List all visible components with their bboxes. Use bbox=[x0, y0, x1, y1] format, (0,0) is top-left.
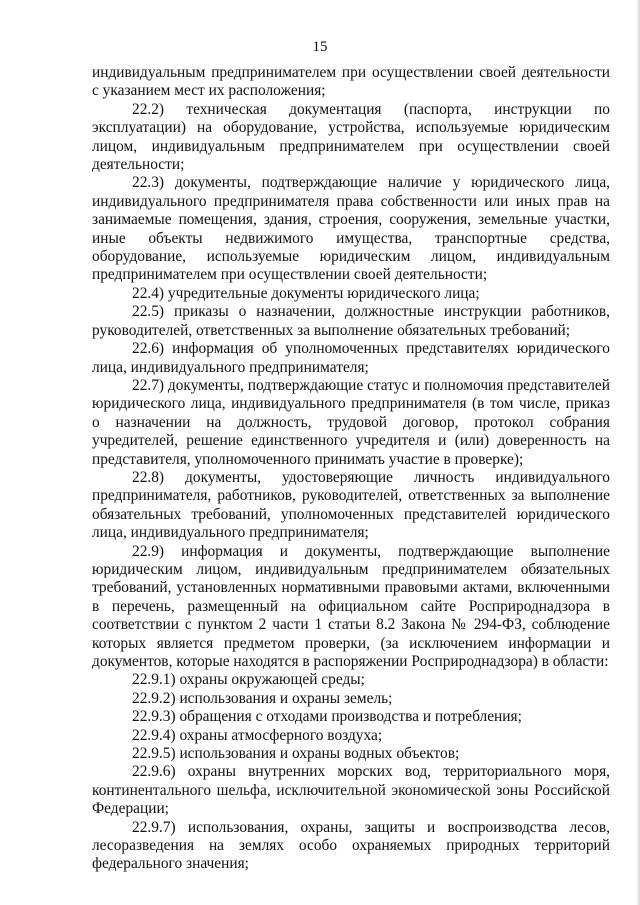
paragraph-22-9-4: 22.9.4) охраны атмосферного воздуха; bbox=[132, 726, 383, 744]
paragraph-22-8: 22.8) документы, удостоверяющие личность индивидуального предпринимателя, работников, руководителей, ответственных за выполнение обязательных требований, уполномоченных представителей юридического лица, индивидуального предпринимателя; bbox=[92, 468, 610, 542]
document-body bbox=[92, 64, 610, 874]
paragraph-22-2: 22.2) техническая документация (паспорта, инструкции по эксплуатации) на оборудование, устройства, используемые юридическим лицом, индивидуальным предпринимателем при осуществлении своей деятельности; bbox=[92, 100, 610, 174]
paragraph-22-9-5: 22.9.5) использования и охраны водных объектов; bbox=[132, 745, 460, 763]
paragraph-22-6: 22.6) информация об уполномоченных представителях юридического лица, индивидуального предпринимателя; bbox=[92, 340, 610, 376]
paragraph-continuation: индивидуальным предпринимателем при осуществлении своей деятельности с указанием мест их расположения; bbox=[92, 64, 610, 100]
paragraph-22-4: 22.4) учредительные документы юридического лица; bbox=[132, 284, 480, 302]
paragraph-22-7: 22.7) документы, подтверждающие статус и полномочия представителей юридического лица, индивидуального предпринимателя (в том числе, приказ о назначении на должность, трудовой договор, протокол собрания учредителей, решение единственного учредителя и (или) доверенность на представителя, уполномоченного принимать участие в проверке); bbox=[92, 376, 610, 468]
paragraph-22-9-3: 22.9.3) обращения с отходами производства и потребления; bbox=[132, 708, 522, 726]
paragraph-22-3: 22.3) документы, подтверждающие наличие у юридического лица, индивидуального предпринимателя права собственности или иных прав на занимаемые помещения, здания, строения, сооружения, земельные участки, иные объекты недвижимого имущества, транспортные средства, оборудование, используемые юридическим лицом, индивидуальным предпринимателем при осуществлении своей деятельности; bbox=[92, 174, 610, 284]
paragraph-22-9-1: 22.9.1) охраны окружающей среды; bbox=[132, 671, 365, 689]
page-number: 15 bbox=[312, 39, 328, 55]
paragraph-22-9-6: 22.9.6) охраны внутренних морских вод, территориального моря, континентального шельфа, исключительной экономической зоны Российской Федерации; bbox=[92, 763, 610, 818]
paragraph-22-9-2: 22.9.2) использования и охраны земель; bbox=[132, 689, 393, 707]
page-edge-shadow bbox=[636, 0, 640, 905]
paragraph-22-9-7: 22.9.7) использования, охраны, защиты и воспроизводства лесов, лесоразведения на землях особо охраняемых природных территорий федерального значения; bbox=[92, 818, 610, 873]
paragraph-22-5: 22.5) приказы о назначении, должностные инструкции работников, руководителей, ответственных за выполнение обязательных требований; bbox=[92, 303, 610, 339]
paragraph-22-9: 22.9) информация и документы, подтверждающие выполнение юридическим лицом, индивидуальным предпринимателем обязательных требований, установленных нормативными правовыми актами, включенными в перечень, размещенный на официальном сайте Росприроднадзора в соответствии с пунктом 2 части 1 статьи 8.2 Закона № 294-ФЗ, соблюдение которых является предметом проверки, (за исключением информации и документов, которые находятся в распоряжении Росприроднадзора) в области: bbox=[92, 542, 610, 670]
